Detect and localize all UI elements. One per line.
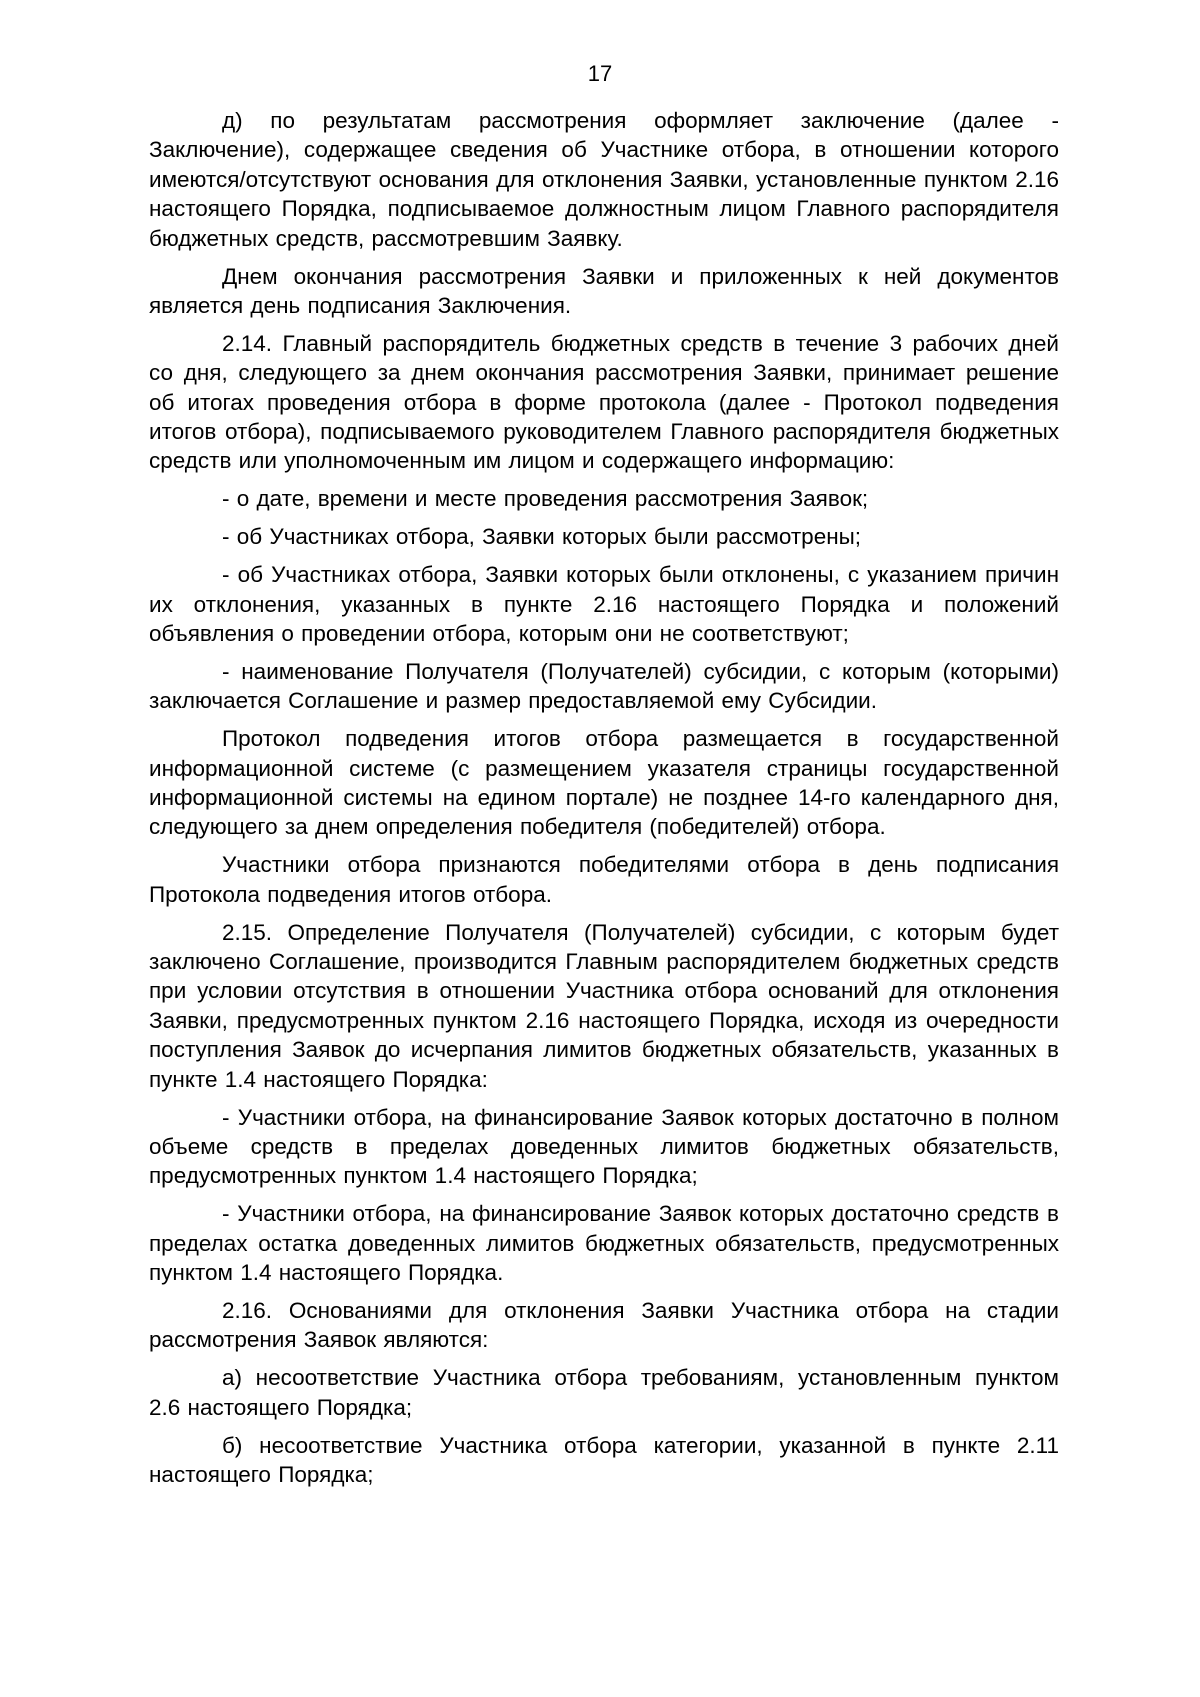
- list-item-full-funding: - Участники отбора, на финансирование Заявок которых достаточно в полном объеме средств в пределах доведенных лимитов бюджетных обязательств, предусмотренных пунктом 1.4 настоящего Порядка;: [149, 1104, 1059, 1189]
- paragraph-2-14: 2.14. Главный распорядитель бюджетных средств в течение 3 рабочих дней со дня, следующего за днем окончания рассмотрения Заявки, принимает решение об итогах проведения отбора в форме протокола (далее - Протокол подведения итогов отбора), подписываемого руководителем Главного распорядителя бюджетных средств или уполномоченным им лицом и содержащего информацию:: [149, 330, 1059, 474]
- list-item-date-place: - о дате, времени и месте проведения рассмотрения Заявок;: [222, 486, 869, 512]
- paragraph-protocol-publication: Протокол подведения итогов отбора размещается в государственной информационной системе (с размещением указателя страницы государственной информационной системы на едином портале) не позднее 14-го календарного дня, следующего за днем определения победителя (победителей) отбора.: [149, 726, 1059, 840]
- list-item-rejected-participants: - об Участниках отбора, Заявки которых были отклонены, с указанием причин их отклонения, указанных в пункте 2.16 настоящего Порядка и положений объявления о проведении отбора, которым они не соответствуют;: [149, 562, 1059, 646]
- paragraph-2-15: 2.15. Определение Получателя (Получателей) субсидии, с которым будет заключено Соглашение, производится Главным распорядителем бюджетных средств при условии отсутствия в отношении Участника отбора оснований для отклонения Заявки, предусмотренных пунктом 2.16 настоящего Порядка, исходя из очередности поступления Заявок до исчерпания лимитов бюджетных обязательств, указанных в пункте 1.4 настоящего Порядка:: [149, 919, 1059, 1092]
- list-item-remaining-funding: - Участники отбора, на финансирование Заявок которых достаточно средств в пределах остатка доведенных лимитов бюджетных обязательств, предусмотренных пунктом 1.4 настоящего Порядка.: [149, 1201, 1059, 1286]
- list-item-reviewed-participants: - об Участниках отбора, Заявки которых были рассмотрены;: [222, 524, 862, 550]
- list-item-recipient-name: - наименование Получателя (Получателей) субсидии, с которым (которыми) заключается Соглашение и размер предоставляемой ему Субсидии.: [149, 658, 1059, 714]
- list-item-b-category: б) несоответствие Участника отбора категории, указанной в пункте 2.11 настоящего Порядка;: [149, 1432, 1059, 1488]
- paragraph-winners: Участники отбора признаются победителями отбора в день подписания Протокола подведения итогов отбора.: [149, 852, 1059, 907]
- paragraph-2-16: 2.16. Основаниями для отклонения Заявки Участника отбора на стадии рассмотрения Заявок являются:: [149, 1298, 1059, 1353]
- paragraph-d-conclusion: д) по результатам рассмотрения оформляет заключение (далее - Заключение), содержащее сведения об Участнике отбора, в отношении которого имеются/отсутствуют основания для отклонения Заявки, установленные пунктом 2.16 настоящего Порядка, подписываемое должностным лицом Главного распорядителя бюджетных средств, рассмотревшим Заявку.: [149, 108, 1059, 251]
- paragraph-review-end-day: Днем окончания рассмотрения Заявки и приложенных к ней документов является день подписания Заключения.: [149, 263, 1059, 318]
- list-item-a-requirements: а) несоответствие Участника отбора требованиям, установленным пунктом 2.6 настоящего Порядка;: [149, 1365, 1059, 1420]
- page-number: 17: [587, 61, 613, 86]
- document-body: [149, 106, 1059, 1498]
